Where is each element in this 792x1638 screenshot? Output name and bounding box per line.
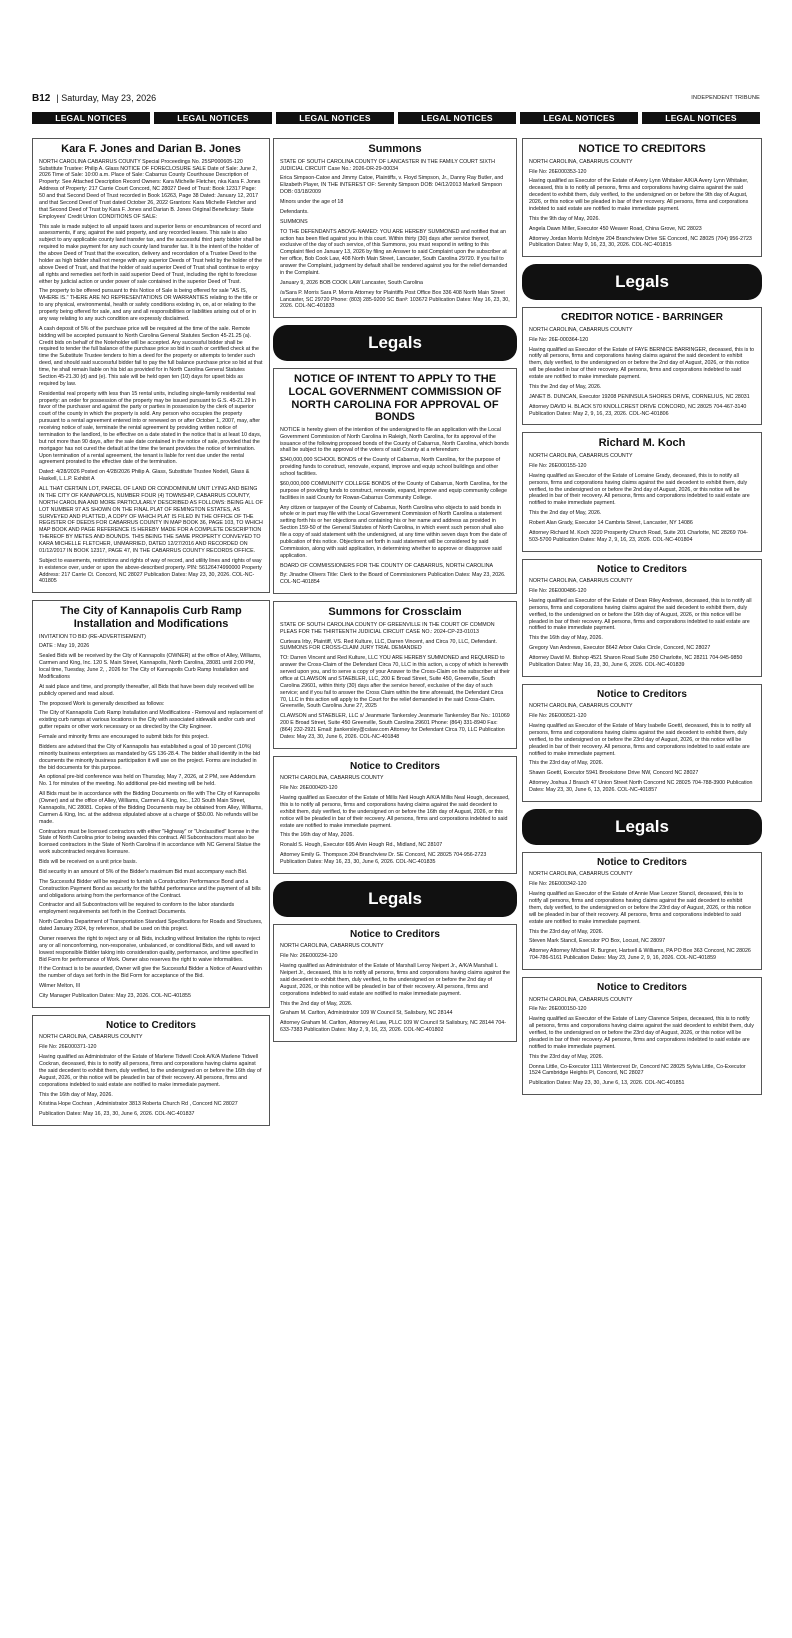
notice-paragraph: The proposed Work is generally described as follows:	[39, 700, 165, 707]
legal-notice	[522, 432, 762, 551]
notice-paragraph: This the 2nd day of May, 2026.	[280, 1000, 353, 1007]
legal-notice	[273, 756, 517, 874]
notice-paragraph: Ronald S. Hough, Executor 695 Alvin Hough Rd., Midland, NC 28107	[280, 842, 443, 849]
notice-paragraph: Having qualified as Executor of the Estate of Annie Mae Leozer Stancil, deceased, this is to notify all persons, firms and corporations having claims against the said decedent to exhibit them, duly verified, to the undersigned on or before the 23rd day of August, 2026, or this notice will be pleaded in bar of their recovery. All persons, firms and corporations indebted to said estate are notified to make immediate payment.	[529, 891, 752, 925]
notice-paragraph: Contractor and all Subcontractors will be required to conform to the labor standards employment requirements set forth in the Contract Documents.	[39, 902, 235, 916]
legal-notice	[32, 138, 270, 593]
notice-paragraph: CLAWSON and STAEBLER, LLC s/ Jeanmarie Tankersley Jeanmarie Tankersley Bar No.: 101069 200 E Broad Street, Suite 450 Greenville, South Carolina 29601 Phone: (864) 331-8940 Fax: (864) 232-2921 Email: jtankersley@cslaw.com Attorney for Defendant Circa 70, LLC Publication Dates: May 23, 30, June 6, 2026. COL-NC-401848	[280, 713, 510, 740]
notice-paragraph: Female and minority firms are encouraged to submit bids for this project.	[39, 734, 209, 741]
notice-title: Notice to Creditors	[596, 688, 687, 700]
page-header	[32, 91, 760, 105]
notice-paragraph: Gregory Van Andrews, Executor 8642 Arbor Oaks Circle, Concord, NC 28027	[529, 645, 711, 652]
notice-paragraph: NORTH CAROLINA, CABARRUS COUNTY	[529, 158, 633, 165]
notice-paragraph: INVITATION TO BID (RE-ADVERTISEMENT)	[39, 633, 146, 640]
notice-paragraph: This the 16th day of May, 2026.	[529, 635, 603, 642]
notice-paragraph: This the 16th day of May, 2026.	[39, 1091, 113, 1098]
notice-paragraph: NOTICE is hereby given of the intention of the undersigned to file an application with the Local Government Commission of North Carolina in Raleigh, North Carolina, for its approval of the issuance of the following proposed bonds of the County of Cabarrus, North Carolina, which bonds shall be subject to the approval of the voters of said County at a referendum:	[280, 426, 509, 454]
notice-paragraph: Publication Dates: May 23, 30, June 6, 13, 2026. COL-NC-401851	[529, 1080, 685, 1087]
notice-paragraph: File No: 26E000371-120	[39, 1044, 97, 1051]
notice-title: Kara F. Jones and Darian B. Jones	[61, 143, 241, 155]
notice-title: Notice to Creditors	[596, 563, 687, 575]
section-banner: LEGAL NOTICES	[398, 112, 516, 124]
notice-paragraph: This the 23rd day of May, 2026.	[529, 760, 604, 767]
notice-paragraph: Defendants.	[280, 208, 309, 215]
legal-notice	[273, 924, 517, 1042]
notice-paragraph: The property to be offered pursuant to this Notice of Sale is being offered for sale "AS IS, WHERE IS." THERE ARE NO REPRESENTATIONS OR WARRANTIES relating to the title or to any physical, environmental, health or safety conditions existing in, on, at or relating to the property being offered for sale, and any and all responsibilities or liabilities arising out of or in any way relating to any such condition are expressly disclaimed.	[39, 288, 258, 322]
notice-paragraph: Having qualified as Administrator of the Estate of Marlene Tidwell Cook A/K/A Marlene Tidwell Cockran, deceased, this is to notify all persons, firms and corporations having claims against the said decedent to exhibit them, duly verified, to the undersigned on or before the 16th day of August, 2026, or this notice will be pleaded in bar of their recovery. All persons, firms and corporations indebted to said estate are notified to make immediate payment.	[39, 1054, 262, 1088]
notice-paragraph: January 9, 2026 BOB COOK LAW Lancaster, South Carolina	[280, 279, 423, 286]
notice-paragraph: This the 9th day of May, 2026.	[529, 215, 600, 222]
notice-paragraph: SUMMONS	[280, 218, 308, 225]
notice-paragraph: File No: 26E000155-120	[529, 462, 587, 469]
notice-title: Notice to Creditors	[349, 760, 440, 772]
section-banners	[32, 112, 760, 124]
notice-paragraph: NORTH CAROLINA, CABARRUS COUNTY	[280, 775, 384, 782]
section-banner: LEGAL NOTICES	[276, 112, 394, 124]
notice-paragraph: Attorney Jordan Morris McIntyre 204 Branchview Drive SE Concord, NC 28025 (704) 956-2723 Publication Dates: May 9, 16, 23, 30, 2026. COL-NC-401815	[529, 235, 752, 249]
notice-paragraph: NORTH CAROLINA, CABARRUS COUNTY	[529, 703, 633, 710]
notice-paragraph: At said place and time, and promptly thereafter, all Bids that have been duly received will be publicly opened and read aloud.	[39, 683, 254, 697]
notice-title: Summons	[368, 143, 422, 155]
legal-notice	[522, 852, 762, 970]
notice-paragraph: NORTH CAROLINA, CABARRUS COUNTY	[529, 871, 633, 878]
notice-paragraph: NORTH CAROLINA CABARRUS COUNTY Special Proceedings No. 25SP000605-120 Substitute Trustee: Philip A. Glass NOTICE OF FORECLOSURE SALE Date of Sale: June 2, 2026 Time of Sale: 10:00 a.m. Place of Sale: Cabarrus County Courthouse Description of Property: See Attached Description Record Owners: Kara Michelle Fletcher, nka Kara F. Jones Address of Property: 217 Carrie Court Concord, NC 28027 Deed of Trust: Book 12317 Page: 50 and that Second Deed of Trust recorded in Book 16263, Page 38 Dated: January 12, 2017 and that Second Deed of Trust dated October 26, 2022 Grantors: Kara Michelle Fletcher and that Second Deed of Trust by Kara F. Jones and Darian B. Jones Original Beneficiary: State Employees' Credit Union CONDITIONS OF SALE:	[39, 158, 261, 220]
notice-paragraph: All Bids must be in accordance with the Bidding Documents on file with The City of Kannapolis (Owner) and at the office of Alley, Williams, Carmen & King, Inc., 120 South Main Street, Kannapolis, NC 28081. Copies of the Bidding Documents may be obtained from Alley, Williams, Carmen & King, Inc. at the address stipulated above at a charge of $50.00. No refunds will be made.	[39, 791, 263, 825]
notice-paragraph: Dated: 4/28/2026 Posted on 4/28/2026 Philip A. Glass, Substitute Trustee Nodell, Glass & Haskell, L.L.P. Exhibit A	[39, 469, 250, 483]
notice-title: Notice to Creditors	[596, 856, 687, 868]
notice-paragraph: North Carolina Department of Transportation Standard Specifications for Roads and Structures, dated January 2024, by reference, shall be used on this project.	[39, 919, 263, 933]
column-left	[32, 138, 270, 1133]
notice-paragraph: Publication Dates: May 16, 23, 30, June 6, 2026. COL-NC-401837	[39, 1111, 195, 1118]
notice-paragraph: Graham M. Carlton, Administrator 109 W Council St, Salisbury, NC 28144	[280, 1010, 453, 1017]
page-date: | Saturday, May 23, 2026	[56, 92, 157, 103]
notice-paragraph: The City of Kannapolis Curb Ramp Installation and Modifications - Removal and replacement of existing curb ramps at various locations in the City with associated sidewalk and/or curb and gutter repairs or other work necessary or as directed by the City Engineer.	[39, 710, 263, 731]
notice-paragraph: Bidders are advised that the City of Kannapolis has established a goal of 10 percent (10%) minority business enterprises as mandated by GS 136-28.4. The bidder shall identify in the bid documents the minority business participation it will use on the project. Forms are included in the bid documents for this purpose.	[39, 743, 261, 771]
column-center	[273, 138, 517, 1049]
notice-paragraph: JANET B. DUNCAN, Executor 19208 PENINSULA SHORES DRIVE, CORNELIUS, NC 28031	[529, 393, 750, 400]
notice-paragraph: Having qualified as Executor of the Estate of Avery Lynn Whitaker A/K/A Avery Lynn Whitaker, deceased, this is to notify all persons, firms and corporations having claims against the said decedent to exhibit them, duly verified, to the undersigned on or before the 9th day of August, 2026, or this notice will be pleaded in bar of their recovery. All persons, firms and corporations indebted to said estate are notified to make immediate payment.	[529, 178, 749, 212]
notice-paragraph: /s/Sara P. Morris Sara P. Morris Attorney for Plaintiffs Post Office Box 336 408 North Main Street Lancaster, SC 29720 Phone: (803) 285-9200 SC Bar#: 103672 Publication Dates: May 16, 23, 30, 2026. COL-NC-401833	[280, 289, 510, 310]
notice-paragraph: NORTH CAROLINA, CABARRUS COUNTY	[529, 996, 633, 1003]
notice-paragraph: Subject to easements, restrictions and rights of way of record, and utility lines and rights of way in existence over, under or upon the above-described property. PIN: 56126474990000 Property Address: 217 Carrie Ct. Concord, NC 28027 Publication Dates: May 23, 30, 2026. COL-NC-401805	[39, 557, 262, 585]
section-banner: LEGAL NOTICES	[642, 112, 760, 124]
notice-paragraph: NORTH CAROLINA, CABARRUS COUNTY	[39, 1034, 143, 1041]
page-number: B12	[32, 92, 51, 104]
notice-paragraph: Attorney David M. Bishop 4521 Sharon Road Suite 250 Charlotte, NC 28211 704-945-9850 Publication Dates: May 16, 23, 30, June 6, 2026. COL-NC-401839	[529, 655, 743, 668]
notice-paragraph: STATE OF SOUTH CAROLINA COUNTY OF LANCASTER IN THE FAMILY COURT SIXTH JUDICIAL CIRCUIT Case No.: 2026-DR-29-00034	[280, 158, 495, 172]
notice-paragraph: Attorney Graham M. Carlton, Attorney At Law, PLLC 109 W Council St Salisbury, NC 28144 704-633-7383 Publication Dates: May 2, 9, 16, 23, 2026. COL-NC-401802	[280, 1020, 507, 1034]
legal-notice	[32, 1015, 270, 1126]
legal-notice	[522, 559, 762, 677]
notice-title: CREDITOR NOTICE - BARRINGER	[560, 312, 724, 324]
notice-paragraph: The Successful Bidder will be required to furnish a Construction Performance Bond and a Construction Payment Bond as security for the faithful performance and the payment of all bills and obligations arising from the performance of the Contract.	[39, 878, 261, 899]
notice-paragraph: This sale is made subject to all unpaid taxes and superior liens or encumbrances of record and assessments, if any, against the said property, and any recorded leases. This sale is also subject to any applicable county land transfer tax, and the successful third party bidder shall be required to make payment for any such county land transfer tax. It is the intent of the holder of the above Deed of Trust that the execution, delivery and recordation of a Trustee Deed to the holder as high bidder shall not merge with any superior Deeds of Trust held by the holder of the above Deed of Trust, and that the holder of said superior Deed of Trust shall continue to enjoy all rights and remedies set forth in said superior Deed of Trust, including the right to foreclose either by judicial action or under power of sale contained in the superior Deed of Trust.	[39, 223, 262, 285]
notice-paragraph: Having qualified as Executor of the Estate of Millis Neil Hough A/K/A Millis Neal Hough, deceased, this is to notify all persons, firms and corporations having claims against the said decedent to exhibit them, duly verified, to the undersigned on or before the 16th day of August, 2026, or this notice will be pleaded in bar of their recovery. All persons, firms and corporations indebted to said estate are notified to make immediate payment.	[280, 795, 510, 829]
notice-paragraph: City Manager Publication Dates: May 23, 2026. COL-NC-401855	[39, 993, 191, 1000]
legal-notice	[522, 684, 762, 802]
notice-paragraph: File No: 26E000521-120	[529, 713, 587, 720]
notice-paragraph: TO THE DEFENDANTS ABOVE-NAMED: YOU ARE HEREBY SUMMONED and notified that an action has been filed against you in this court. Within thirty (30) days after service thereof, exclusive of the day of such service, of this Summons, you must respond in writing to this Complaint filed on January 13, 2026 by filing an Answer to said Complaint upon the subscriber at her office, Bob Cook Law, 408 North Main Street, Lancaster, South Carolina 29720. If you fail to answer the Complaint, judgment by default shall be rendered against you for the relief demanded in the Complaint.	[280, 228, 508, 276]
notice-paragraph: Minors under the age of 18	[280, 199, 344, 206]
legals-banner: Legals	[522, 809, 762, 845]
notice-paragraph: File No: 26E000234-120	[280, 953, 338, 960]
legal-notice	[273, 138, 517, 318]
legals-banner: Legals	[522, 264, 762, 300]
notice-paragraph: Donna Little, Co-Executor 1111 Wintercrest Dr, Concord NC 28025 Sylvia Little, Co-Executor 1524 Cambridge Heights Pl, Concord, NC 28027	[529, 1063, 746, 1077]
notice-paragraph: Contractors must be licensed contractors with either "Highway" or "Unclassified" license in the State of North Carolina prior to being awarded this contract. All Subcontractors must also be licensed contractors in the State of North Carolina if in accordance with NC General Statue the work subcontracted requires licensure.	[39, 828, 261, 856]
notice-paragraph: Steven Mark Stancil, Executor PO Box, Locust, NC 28097	[529, 938, 666, 945]
notice-paragraph: File No: 26E000486-120	[529, 588, 587, 595]
notice-paragraph: Sealed Bids will be received by the City of Kannapolis (OWNER) at the office of Alley, Williams, Carmen and King, Inc. 120 S. Main Street, Kannapolis, North Carolina, 28081 until 2:00 PM, local time, Tuesday, June 2, , 2026 for The City of Kannapolis Curb Ramp Installation and Modifications	[39, 653, 262, 680]
notice-title: NOTICE TO CREDITORS	[578, 143, 706, 155]
notice-paragraph: An optional pre-bid conference was held on Thursday, May 7, 2026, at 2 PM, see Addendum No. 1 for minutes of the meeting. No additional pre-bid meeting will be held.	[39, 774, 256, 788]
legals-banner: Legals	[273, 325, 517, 361]
notice-paragraph: $340,000,000 SCHOOL BONDS of the County of Cabarrus, North Carolina, for the purpose of providing funds to construct, renovate, expand, improve and equip school buildings and other school facilities.	[280, 457, 501, 478]
notice-paragraph: BOARD OF COMMISSIONERS FOR THE COUNTY OF CABARRUS, NORTH CAROLINA	[280, 562, 494, 569]
notice-paragraph: Attorney Richard M. Koch 3220 Prosperity Church Road, Suite 201 Charlotte, NC 28269 704-503-5700 Publication Dates: May 2, 9, 16, 23, 2026. COL-NC-401804	[529, 529, 748, 543]
notice-paragraph: Curteara Irby, Plaintiff, VS. Red Kulture, LLC, Darren Vincent, and Circa 70, LLC, Defendant. SUMMONS FOR CROSS-CLAIM JURY TRIAL DEMANDED	[280, 638, 497, 652]
notice-paragraph: Attorney Attorney Michael R. Burgner, Hartsell & Williams, PA PO Box 363 Concord, NC 28026 704-786-5161 Publication Dates: May 23, June 2, 9, 16, 2026. COL-NC-401859	[529, 948, 751, 962]
notice-paragraph: Any citizen or taxpayer of the County of Cabarrus, North Carolina who objects to said bonds in whole or in part may file with the Local Government Commission of North Carolina a statement setting forth his or her objections and containing his or her name and address as provided in Section 159-50 of the General Statutes of North Carolina, in which event such person shall also file a copy of said statement with the undersigned, at any time within seven days from the date of publication of this notice. Objections set forth in said statement will be considered by said Commission, along with said application, in determining whether to approve or disapprove said application.	[280, 504, 507, 559]
notice-paragraph: Having qualified as Executor of the Estate of FAYE BERNICE BARRINGER, deceased, this is to notify all persons, firms and corporations having claims against the said decedent to exhibit them, duly verified, to the undersigned on or before the 2nd day of August, 2026, or this notice will be pleaded in bar of their recovery. All persons, firms and corporations indebted to said estate are notified to make immediate payment.	[529, 346, 755, 381]
notice-paragraph: Having qualified as Executor of the Estate of Lorraine Grady, deceased, this is to notify all persons, firms and corporations having claims against the said decedent to exhibit them, duly verified, to the undersigned on or before the 2nd day of August, 2026, or this notice will be pleaded in bar of their recovery. All persons, firms and corporations indebted to said estate are notified to make immediate payment.	[529, 472, 750, 507]
notice-paragraph: This the 23rd day of May, 2026.	[529, 928, 604, 935]
notice-paragraph: If the Contract is to be awarded, Owner will give the Successful Bidder a Notice of Award within the number of days set forth in the Bid Form for acceptance of the Bid.	[39, 966, 262, 980]
notice-paragraph: Angela Dawn Miller, Executor 450 Weaver Road, China Grove, NC 28023	[529, 225, 702, 232]
notice-paragraph: Shawn Goettl, Executor 5941 Brookstone Drive NW, Concord NC 28027	[529, 770, 699, 777]
notice-paragraph: Bids will be received on a unit price basis.	[39, 859, 138, 866]
notice-paragraph: Owner reserves the right to reject any or all Bids, including without limitation the rights to reject any or all nonconforming, non-responsive, unbalanced, or conditional Bids, and will award to lowest responsible Bidder taking into consideration quality, performance, and time specified in Bid Form for performance of Work. Owner also reserves the right to waive informalities.	[39, 935, 261, 963]
notice-paragraph: File No: 26E000420-120	[280, 785, 338, 792]
notice-paragraph: Having qualified as Administrator of the Estate of Marshall Leroy Neipert Jr., A/K/A Marshall L Neipert Jr., deceased, this is to notify all persons, firms and corporations having claims against the said decedent to exhibit them, duly verified, to the undersigned on or before the 2nd day of August, 2026, or this notice will be pleaded in bar of their recovery. All persons, firms and corporations indebted to said estate are notified to make immediate payment.	[280, 963, 510, 997]
section-banner: LEGAL NOTICES	[32, 112, 150, 124]
notice-paragraph: Kristina Hope Cochran , Administrator 3813 Roberta Church Rd , Concord NC 28027	[39, 1101, 238, 1108]
legal-notice	[522, 138, 762, 257]
notice-paragraph: Bid security in an amount of 5% of the Bidder's maximum Bid must accompany each Bid.	[39, 868, 248, 875]
notice-title: NOTICE OF INTENT TO APPLY TO THE LOCAL GOVERNMENT COMMISSION OF NORTH CAROLINA FOR APPROVAL OF BONDS	[288, 373, 502, 424]
legal-notice	[273, 601, 517, 749]
notice-paragraph: This the 2nd day of May, 2026.	[529, 510, 602, 517]
notice-paragraph: File No: 26E000150-120	[529, 1006, 587, 1013]
notice-paragraph: TO: Darren Vincent and Red Kulture, LLC YOU ARE HEREBY SUMMONED and REQUIRED to answer the Cross-Claim of the Defendant Circa 70, LLC in this action, a copy of which is herewith served upon you, and to serve a copy of your Answer to the Cross-Claim on the subscriber at their office at CLAWSON and STAEBLER, LLC, 200 E Broad Street, Suite 450, Greenville, South Carolina 29601, within thirty (30) days after the service hereof, exclusive of the day of such service; and if you fail to answer the Cross Claim within the time aforesaid, the Defendant Circa 70, LLC in this action will apply to the Court for the relief demanded in the said Cross-Claim. Greenville, South Carolina June 27, 2025	[280, 655, 510, 710]
notice-title: Notice to Creditors	[349, 928, 440, 940]
notice-title: The City of Kannapolis Curb Ramp Installation and Modifications	[60, 605, 242, 630]
notice-paragraph: File No: 26E-000364-120	[529, 336, 589, 343]
notice-paragraph: Wilmer Melton, III	[39, 983, 81, 990]
notice-paragraph: This the 16th day of May, 2026.	[280, 832, 354, 839]
section-banner: LEGAL NOTICES	[520, 112, 638, 124]
legal-notice	[32, 600, 270, 1008]
notice-paragraph: NORTH CAROLINA, CABARRUS COUNTY	[280, 943, 384, 950]
notice-paragraph: Having qualified as Executor of the Estate of Mary Isabelle Goettl, deceased, this is to notify all persons, firms and corporations having claims against the said decedent to exhibit them, duly verified, to the undersigned on or before the 23rd day of August, 2026, or this notice will be pleaded in bar of their recovery. All persons, firms and corporations indebted to said estate are notified to make immediate payment.	[529, 723, 751, 757]
legal-notice	[273, 368, 517, 594]
notice-paragraph: This the 23rd day of May, 2026.	[529, 1053, 604, 1060]
notice-paragraph: A cash deposit of 5% of the purchase price will be required at the time of the sale. Remote bidding will be accepted pursuant to North Carolina General Statutes Section 45-21.25 (a). Credit bids on behalf of the Noteholder will be accepted. Any successful bidder shall be required to tender the full balance of the purchase price so bid in cash or certified check at the time the Substitute Trustee tenders to him a deed for the property or attempts to tender such deed, and should said successful bidder fail to pay the full balance purchase price so bid at that time, he shall remain liable on his bid as provided for in North Carolina General Statutes Section 45-21.30 (d) and (e). This sale will be held open ten (10) days for upset bids as required by law.	[39, 325, 263, 387]
newspaper-name: INDEPENDENT TRIBUNE	[691, 95, 760, 101]
notice-paragraph: NORTH CAROLINA, CABARRUS COUNTY	[529, 453, 633, 460]
notice-title: Summons for Crossclaim	[328, 606, 462, 619]
notice-paragraph: Having qualified as Executor of the Estate of Dean Riley Andrews, deceased, this is to notify all persons, firms and corporations having claims against the said decedent to exhibit them, duly verified, to the undersigned on or before the 16th day of August, 2026, or this notice will be pleaded in bar of their recovery. All persons, firms and corporations indebted to said estate are notified to make immediate payment.	[529, 597, 752, 632]
page-header-left	[32, 93, 156, 104]
notice-paragraph: File No: 26E000342-120	[529, 881, 587, 888]
notice-paragraph: By: Jinadne Olivers Title: Clerk to the Board of Commissioners Publication Dates: May 23, 2026. COL-NC-401854	[280, 572, 506, 586]
notice-paragraph: Robert Alan Grady, Executor 14 Cambria Street, Lancaster, NY 14086	[529, 520, 693, 527]
notice-title: Notice to Creditors	[596, 982, 687, 994]
notice-paragraph: This the 2nd day of May, 2026.	[529, 383, 602, 390]
notice-paragraph: File No: 26E000353-120	[529, 168, 587, 175]
notice-paragraph: Attorney DAVID H. BLACK 570 KNOLLCREST DRIVE CONCORD, NC 28025 704-467-3140 Publication Dates: May 2, 9, 16, 23, 2026. COL-NC-401806	[529, 403, 747, 417]
notice-paragraph: Attorney Emily G. Thompson 204 Branchview Dr. SE Concord, NC 28025 704-956-2723 Publication Dates: May 16, 23, 30, June 6, 2026. COL-NC-401835	[280, 852, 487, 866]
notice-paragraph: STATE OF SOUTH CAROLINA COUNTY OF GREENVILLE IN THE COURT OF COMMON PLEAS FOR THE THIRTEENTH JUDICIAL CIRCUIT CASE NO.: 2024-CP-23-01013	[280, 621, 495, 635]
notice-paragraph: ALL THAT CERTAIN LOT, PARCEL OF LAND OR CONDOMINIUM UNIT LYING AND BEING IN THE CITY OF KANNAPOLIS, NUMBER FOUR (4) TOWNSHIP, CABARRUS COUNTY, NORTH CAROLINA AND MORE PARTICULARLY DESCRIBED AS FOLLOWS: BEING ALL OF LOT NUMBER 97 AS SHOWN ON THE FINAL PLAT OF REMINGTON ESTATES, AS SURVEYED AND PLATTED, A COPY OF WHICH PLAT IS FILED IN THE OFFICE OF THE REGISTER OF DEEDS FOR CABARRUS COUNTY IN MAP BOOK 36, PAGE 103, TO WHICH MAP BOOK AND PAGE REFERENCE IS HEREBY MADE FOR A COMPLETE DESCRIPTION THEREOF BY METES AND BOUNDS. THIS BEING THE SAME PROPERTY CONVEYED TO KARA MICHELLE FLETCHER, UNMARRIED, DATED 12/27/2016 AND RECORDED ON 01/12/2017 IN BOOK 12317, PAGE 47, IN THE CABARRUS COUNTY RECORDS OFFICE.	[39, 486, 263, 554]
column-right	[522, 138, 762, 1102]
notice-paragraph: DATE : May 19, 2026	[39, 643, 90, 650]
legal-notice	[522, 977, 762, 1095]
notice-paragraph: $60,000,000 COMMUNITY COLLEGE BONDS of the County of Cabarrus, North Carolina, for the purpose of providing funds to construct, renovate, expand, improve and equip community college facilities in said County for Rowan-Cabarrus Community College.	[280, 480, 508, 501]
legal-notice	[522, 307, 762, 425]
notice-paragraph: Erica Simpson-Catoe and Jimmy Catoe, Plaintiffs, v. Floyd Simpson, Jr., Danny Ray Butler, and Elizabeth Player, IN THE INTEREST OF: Serenity Simpson DOB: 04/12/2013 Markell Simpson DOB: 03/18/2009	[280, 175, 504, 196]
section-banner: LEGAL NOTICES	[154, 112, 272, 124]
notice-paragraph: NORTH CAROLINA, CABARRUS COUNTY	[529, 326, 633, 333]
notice-paragraph: Attorney Joshua J Brasch 47 Union Street North Concorrd NC 28025 704-788-3900 Publication Dates: May 23, 30, June 6, 13, 2026. COL-NC-401857	[529, 780, 753, 794]
notice-paragraph: Residential real property with less than 15 rental units, including single-family residential real property: an order for possession of the property may be issued pursuant to G.S. 45-21.29 in favor of the purchaser and against the party or parties in possession by the clerk of superior court of the county in which the property is sold. Any person who occupies the property pursuant to a rental agreement entered into or renewed on or after October 1, 2007, may, after receiving notice of sale, terminate the rental agreement by providing written notice of termination to the landlord, to be effective on a date stated in the notice that is at least 10 days, but not more than 90 days, after the sale date contained in the notice of sale, provided that the mortgagor has not cured the default at the time the tenant provides the notice of termination. Upon termination of a rental agreement, the tenant is liable for rent due under the rental agreement prorated to the effective date of the termination.	[39, 390, 262, 466]
notice-title: Richard M. Koch	[598, 437, 686, 450]
legals-banner: Legals	[273, 881, 517, 917]
notice-title: Notice to Creditors	[105, 1019, 196, 1031]
notice-paragraph: NORTH CAROLINA, CABARRUS COUNTY	[529, 578, 633, 585]
notice-paragraph: Having qualified as Executor of the Estate of Larry Clarence Snipes, deceased, this is to notify all persons, firms and corporations having claims against the said decedent to exhibit them, duly verified, to the undersigned on or before the 23rd day of August, 2026, or this notice will be pleaded in bar of their recovery. All persons, firms and corporations indebted to said estate are notified to make immediate payment.	[529, 1016, 754, 1050]
